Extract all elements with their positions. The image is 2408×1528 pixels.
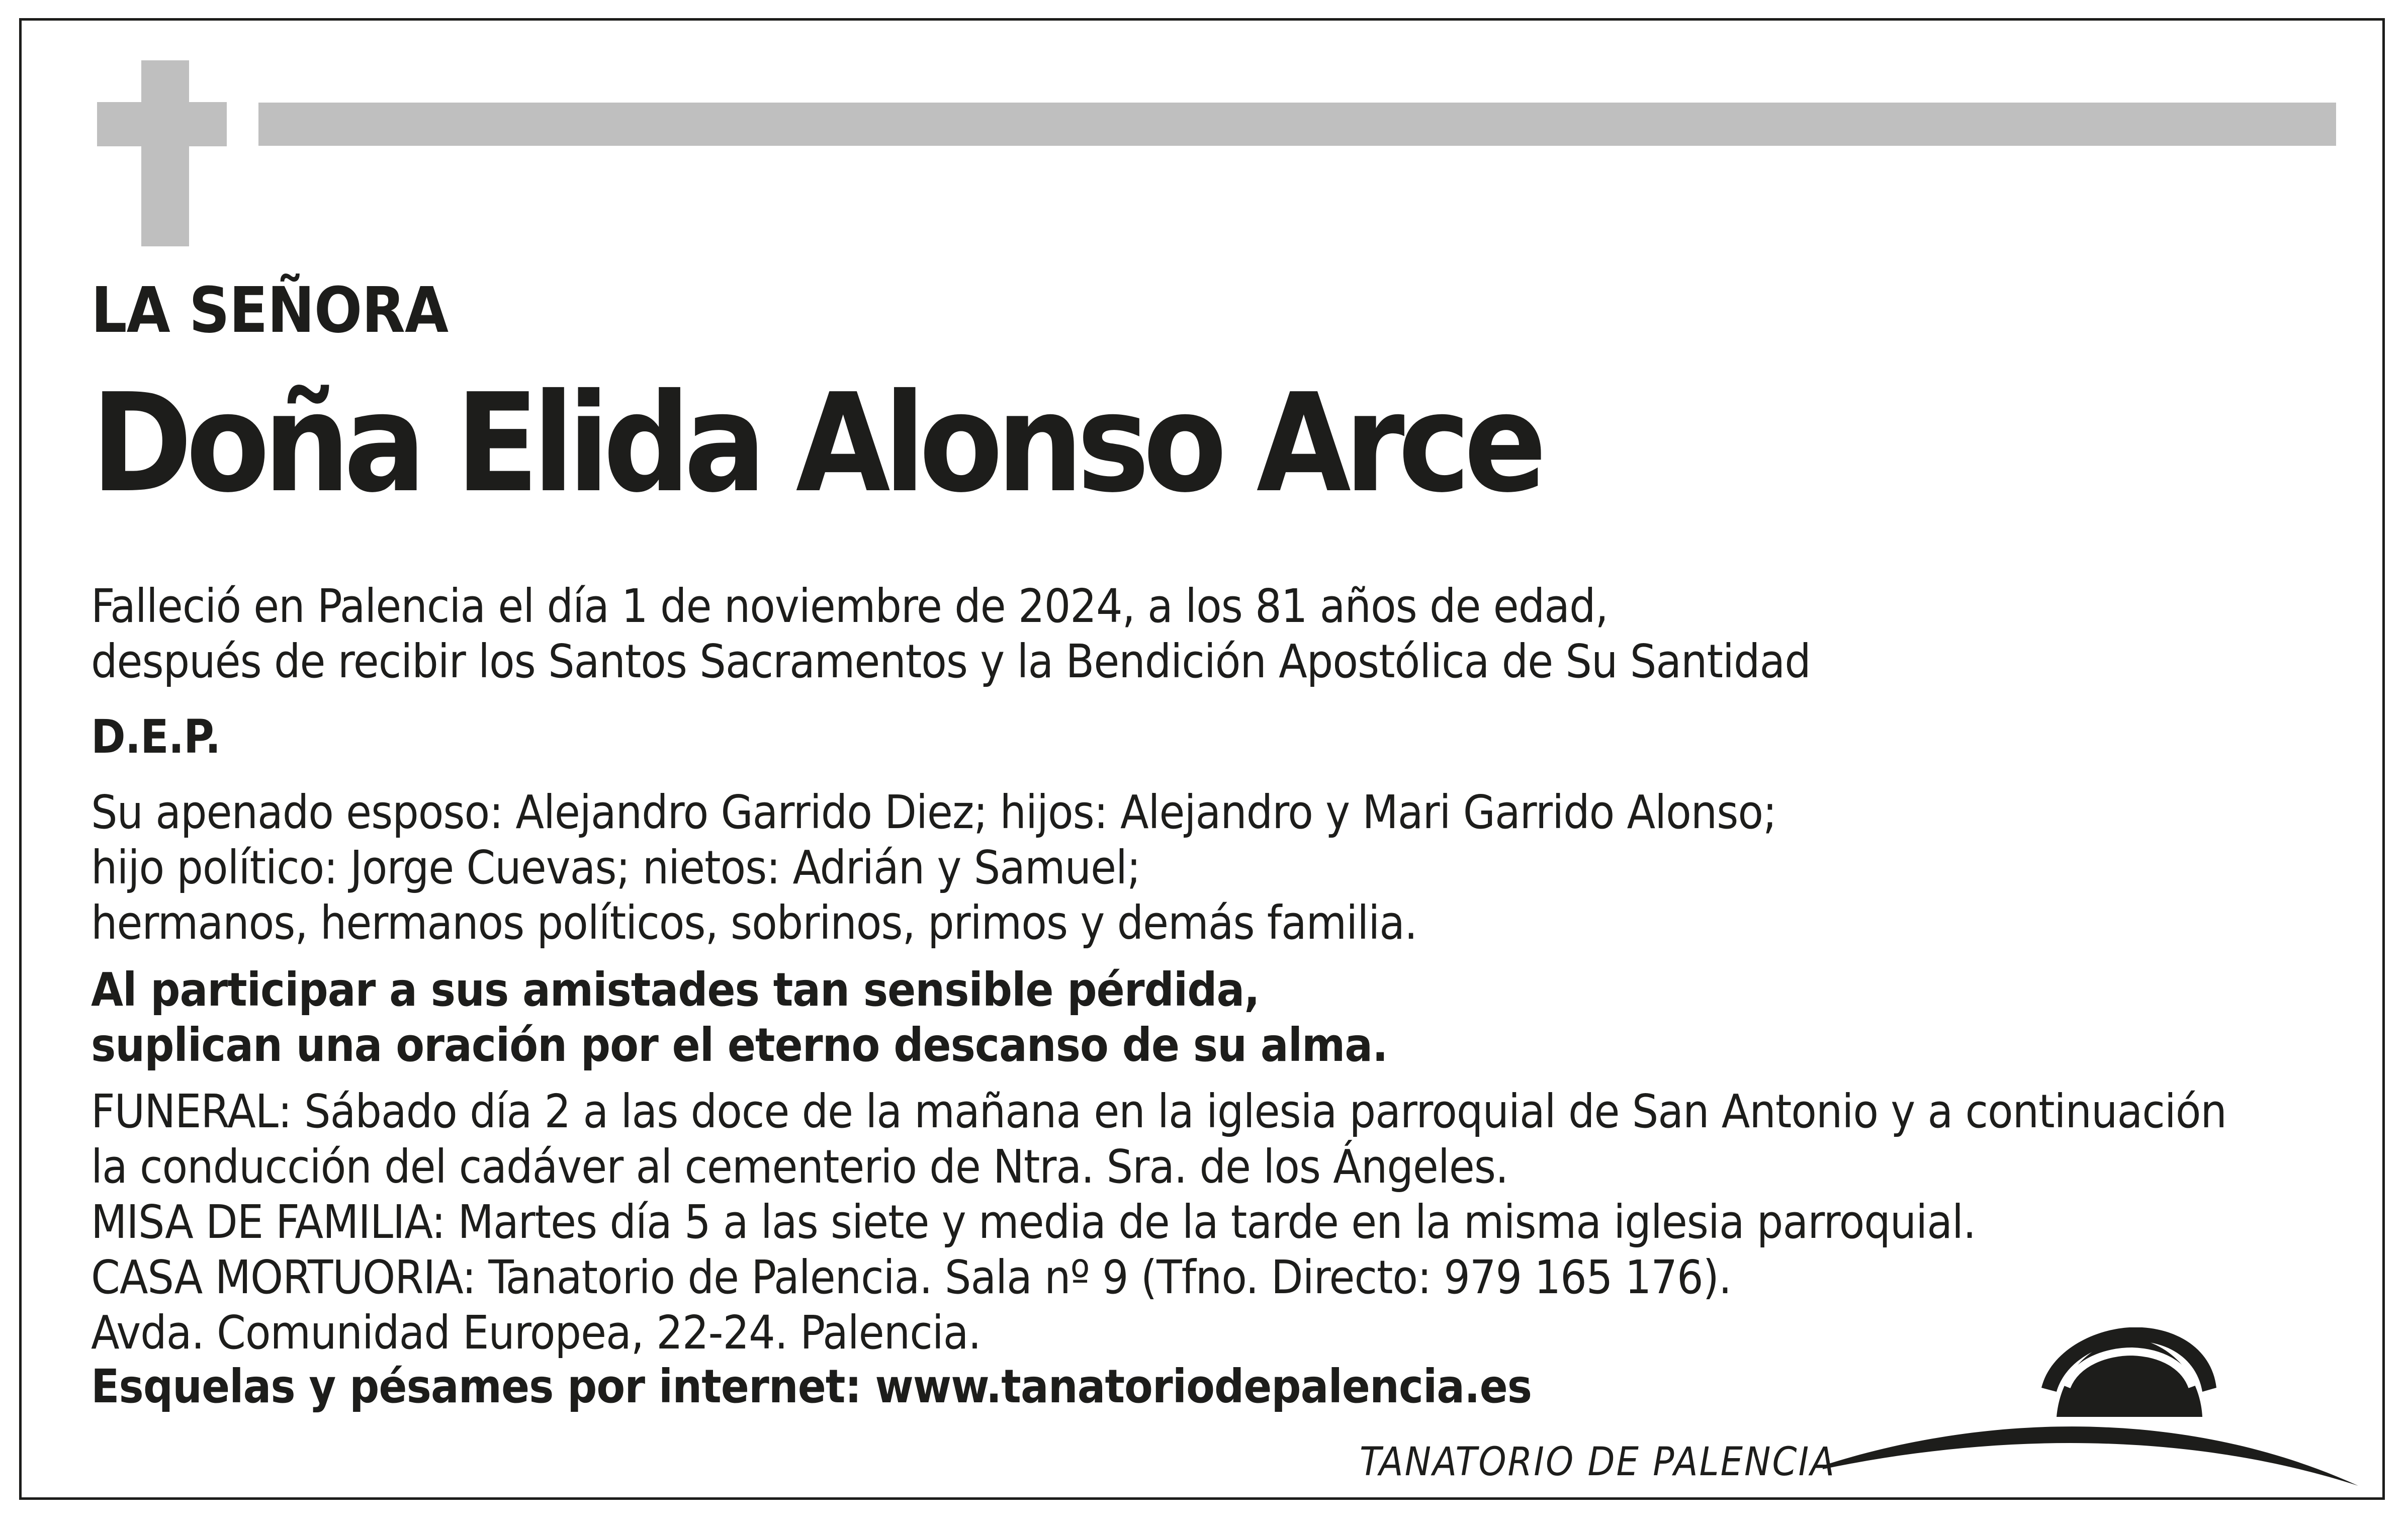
- family-line-2: hijo político: Jorge Cuevas; nietos: Adrián y Samuel;: [91, 841, 1140, 894]
- internet-line: Esquelas y pésames por internet: www.tanatoriodepalencia.es: [91, 1360, 1532, 1413]
- casa-mortuoria-line: CASA MORTUORIA: Tanatorio de Palencia. Sala nº 9 (Tfno. Directo: 979 165 176).: [91, 1250, 1732, 1304]
- death-notice-line-2: después de recibir los Santos Sacramentos y la Bendición Apostólica de Su Santidad: [91, 635, 1811, 688]
- family-line-1: Su apenado esposo: Alejandro Garrido Diez; hijos: Alejandro y Mari Garrido Alonso;: [91, 785, 1776, 839]
- request-line-2: suplican una oración por el eterno descanso de su alma.: [91, 1018, 1388, 1072]
- address-line: Avda. Comunidad Europea, 22-24. Palencia.: [91, 1306, 981, 1360]
- header-gray-bar: [258, 103, 2336, 146]
- request-line-1: Al participar a sus amistades tan sensible pérdida,: [91, 963, 1260, 1017]
- funeral-line-1: FUNERAL: Sábado día 2 a las doce de la mañana en la iglesia parroquial de San Antonio y a continuación: [91, 1085, 2226, 1138]
- dep-label: D.E.P.: [91, 710, 221, 764]
- logo-text: TANATORIO DE PALENCIA: [1360, 1440, 1836, 1485]
- family-line-3: hermanos, hermanos políticos, sobrinos, primos y demás familia.: [91, 896, 1417, 950]
- funeral-line-2: la conducción del cadáver al cementerio de Ntra. Sra. de los Ángeles.: [91, 1140, 1508, 1194]
- deceased-name: Doña Elida Alonso Arce: [91, 364, 1541, 522]
- cross-icon-horizontal: [97, 102, 227, 146]
- cross-icon-vertical: [141, 60, 189, 246]
- misa-line: MISA DE FAMILIA: Martes día 5 a las siete y media de la tarde en la misma iglesia parroquial.: [91, 1195, 1976, 1249]
- intro-title: LA SEÑORA: [91, 274, 448, 347]
- death-notice-line-1: Falleció en Palencia el día 1 de noviembre de 2024, a los 81 años de edad,: [91, 579, 1608, 633]
